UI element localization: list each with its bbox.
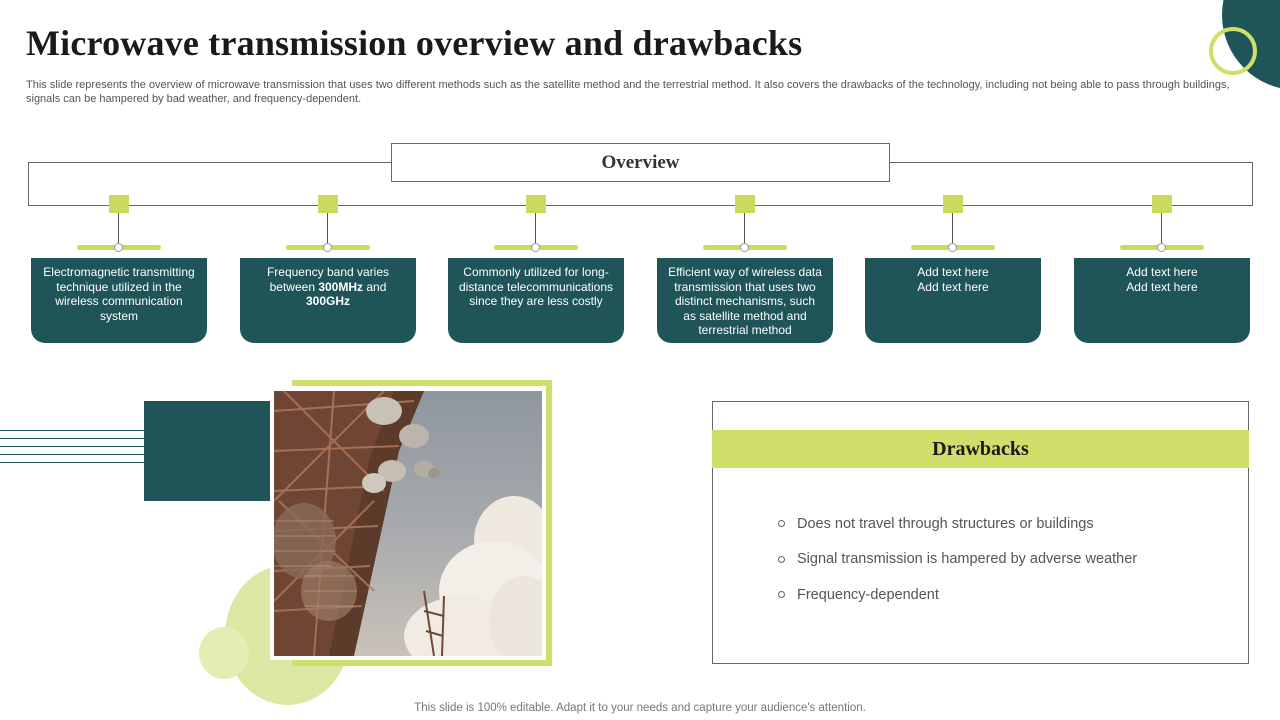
- corner-lime-ring: [1209, 27, 1257, 75]
- connector-dot: [1157, 243, 1166, 252]
- connector-square: [109, 195, 129, 213]
- overview-column-4: [657, 195, 833, 345]
- overview-column-3: [448, 195, 624, 345]
- overview-column-6: [1074, 195, 1250, 345]
- drawback-text: Signal transmission is hampered by adverse weather: [797, 551, 1138, 568]
- hollow-circle-bullet-icon: [778, 556, 785, 563]
- overview-card: Efficient way of wireless data transmission that uses two distinct mechanisms, such as satellite method and terrestrial method: [657, 258, 833, 343]
- slide-subtitle: This slide represents the overview of microwave transmission that uses two different methods such as the satellite method and the terrestrial method. It also covers the drawbacks of the technology, including not being able to pass through buildings, signals can be hampered by bad weather, and frequency-dependent.: [26, 79, 1230, 105]
- overview-column-5: [865, 195, 1041, 345]
- hollow-circle-bullet-icon: [778, 591, 785, 598]
- hollow-circle-bullet-icon: [778, 520, 785, 527]
- connector-square: [1152, 195, 1172, 213]
- card-text: and: [363, 279, 387, 294]
- overview-card: Commonly utilized for long-distance telecommunications since they are less costly: [448, 258, 624, 343]
- connector-square: [318, 195, 338, 213]
- card-bold-value: 300GHz: [305, 294, 351, 308]
- slide-title: Microwave transmission overview and drawbacks: [26, 23, 803, 63]
- connector-dot: [740, 243, 749, 252]
- connector-dot: [948, 243, 957, 252]
- list-item: [778, 506, 1238, 542]
- connector-dot: [531, 243, 540, 252]
- placeholder-line: Add text here: [917, 265, 989, 279]
- placeholder-line: Add text here: [1126, 279, 1198, 294]
- placeholder-line: Add text here: [1126, 265, 1198, 279]
- connector-square: [943, 195, 963, 213]
- teal-square: [144, 401, 272, 501]
- connector-square: [526, 195, 546, 213]
- overview-heading: Overview: [391, 143, 890, 182]
- connector-stem: [118, 213, 119, 243]
- connector-stem: [952, 213, 953, 243]
- connector-square: [735, 195, 755, 213]
- card-text: Frequency band varies between: [266, 265, 390, 294]
- drawback-text: Frequency-dependent: [797, 586, 939, 603]
- connector-stem: [327, 213, 328, 243]
- lime-circle-small: [199, 627, 249, 679]
- overview-card: [1074, 258, 1250, 343]
- connector-dot: [114, 243, 123, 252]
- card-bold-value: 300MHz: [318, 279, 364, 294]
- antenna-tower-image: [274, 391, 542, 656]
- footer-note: This slide is 100% editable. Adapt it to your needs and capture your audience's attention.: [414, 702, 866, 714]
- placeholder-line: Add text here: [917, 279, 989, 294]
- connector-stem: [1161, 213, 1162, 243]
- overview-card: Electromagnetic transmitting technique utilized in the wireless communication system: [31, 258, 207, 343]
- drawback-text: Does not travel through structures or buildings: [797, 515, 1094, 532]
- antenna-tower-photo: [270, 387, 546, 660]
- drawbacks-list: [778, 506, 1238, 613]
- connector-dot: [323, 243, 332, 252]
- drawbacks-heading: Drawbacks: [712, 430, 1249, 468]
- overview-card: [240, 258, 416, 343]
- connector-stem: [744, 213, 745, 243]
- list-item: [778, 577, 1238, 613]
- list-item: [778, 542, 1238, 578]
- decorative-lines: [0, 430, 146, 470]
- overview-card: [865, 258, 1041, 343]
- connector-stem: [535, 213, 536, 243]
- overview-column-2: [240, 195, 416, 345]
- overview-column-1: [31, 195, 207, 345]
